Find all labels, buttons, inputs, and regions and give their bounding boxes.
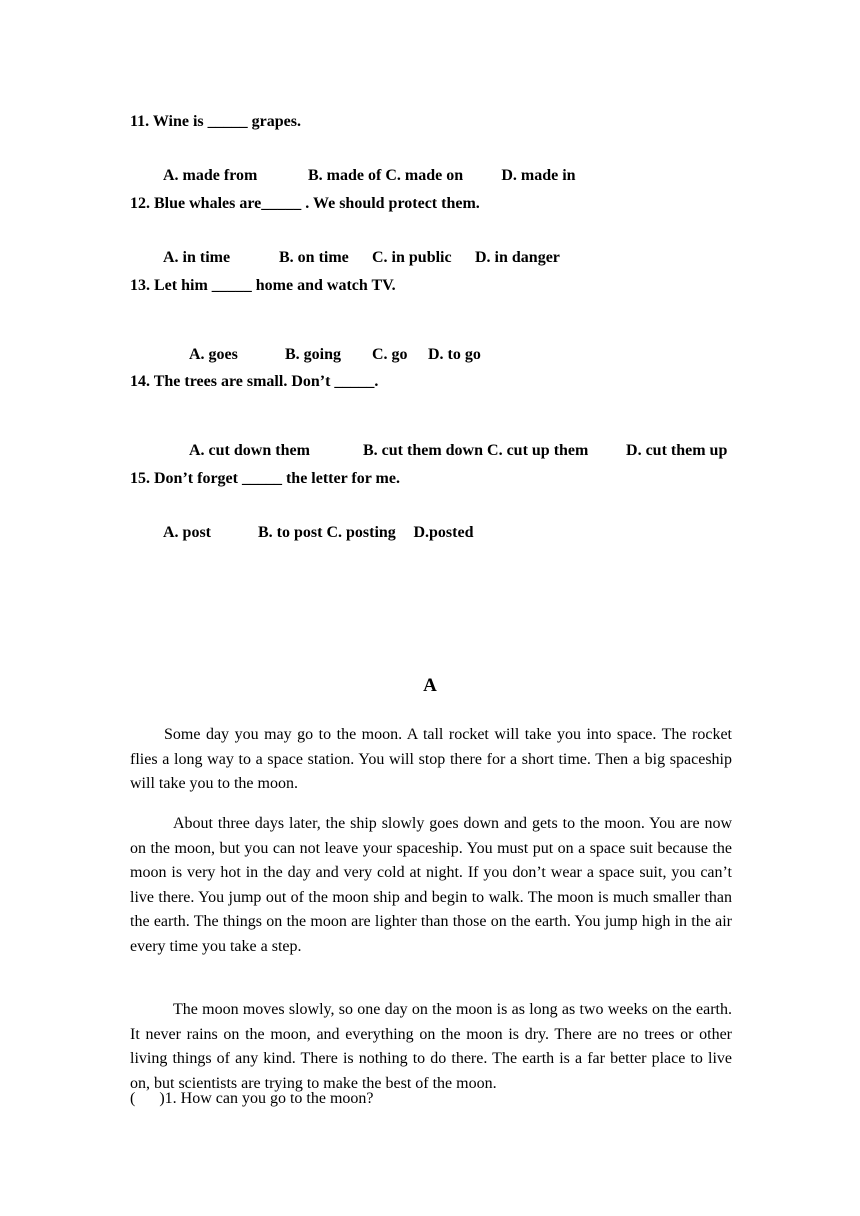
- passage-paragraph-1: Some day you may go to the moon. A tall rocket will take you into space. The rocket flies a long way to a space station. You will stop there for a short time. Then a big spaceship will take you to the moon.: [130, 726, 732, 792]
- option-d: D. made in: [501, 167, 576, 184]
- reading-question-1: ( )1. How can you go to the moon?: [130, 1090, 374, 1107]
- option-c: C. made on: [385, 167, 464, 184]
- option-c: C. go: [372, 346, 408, 363]
- question-11-stem: 11. Wine is _____ grapes.: [130, 113, 301, 130]
- option-b: B. cut them down: [363, 442, 484, 459]
- option-a: A. post: [163, 524, 212, 541]
- option-b: B. on time: [279, 249, 349, 266]
- option-d: D. in danger: [475, 249, 560, 266]
- option-a: A. goes: [189, 346, 238, 363]
- question-13-stem: 13. Let him _____ home and watch TV.: [130, 277, 396, 294]
- question-14-stem: 14. The trees are small. Don’t _____.: [130, 373, 379, 390]
- passage-paragraph-3: The moon moves slowly, so one day on the moon is as long as two weeks on the earth. It never rains on the moon, and everything on the moon is dry. There are no trees or other living things of any kind. There is nothing to do there. The earth is a far better place to live on, but scientists are trying to make the best of the moon.: [130, 1001, 732, 1092]
- passage-title: A: [423, 675, 437, 696]
- option-a: A. cut down them: [189, 442, 310, 459]
- option-b: B. made of: [308, 167, 382, 184]
- option-c: C. posting: [326, 524, 396, 541]
- option-a: A. in time: [163, 249, 231, 266]
- option-d: D. cut them up: [626, 442, 728, 459]
- option-d: D.posted: [413, 524, 474, 541]
- option-b: B. going: [285, 346, 342, 363]
- question-15-stem: 15. Don’t forget _____ the letter for me.: [130, 470, 400, 487]
- question-15-options: [147, 503, 473, 563]
- option-d: D. to go: [428, 346, 481, 363]
- option-c: C. cut up them: [487, 442, 589, 459]
- option-a: A. made from: [163, 167, 258, 184]
- option-c: C. in public: [372, 249, 452, 266]
- question-12-stem: 12. Blue whales are_____ . We should protect them.: [130, 195, 480, 212]
- passage-paragraph-2: About three days later, the ship slowly goes down and gets to the moon. You are now on the moon, but you can not leave your spaceship. You must put on a space suit because the moon is very hot in the day and very cold at night. If you don’t wear a space suit, you can’t live there. You jump out of the moon ship and begin to walk. The moon is much smaller than the earth. The things on the moon are lighter than those on the earth. You jump high in the air every time you take a step.: [130, 815, 732, 955]
- option-b: B. to post: [258, 524, 323, 541]
